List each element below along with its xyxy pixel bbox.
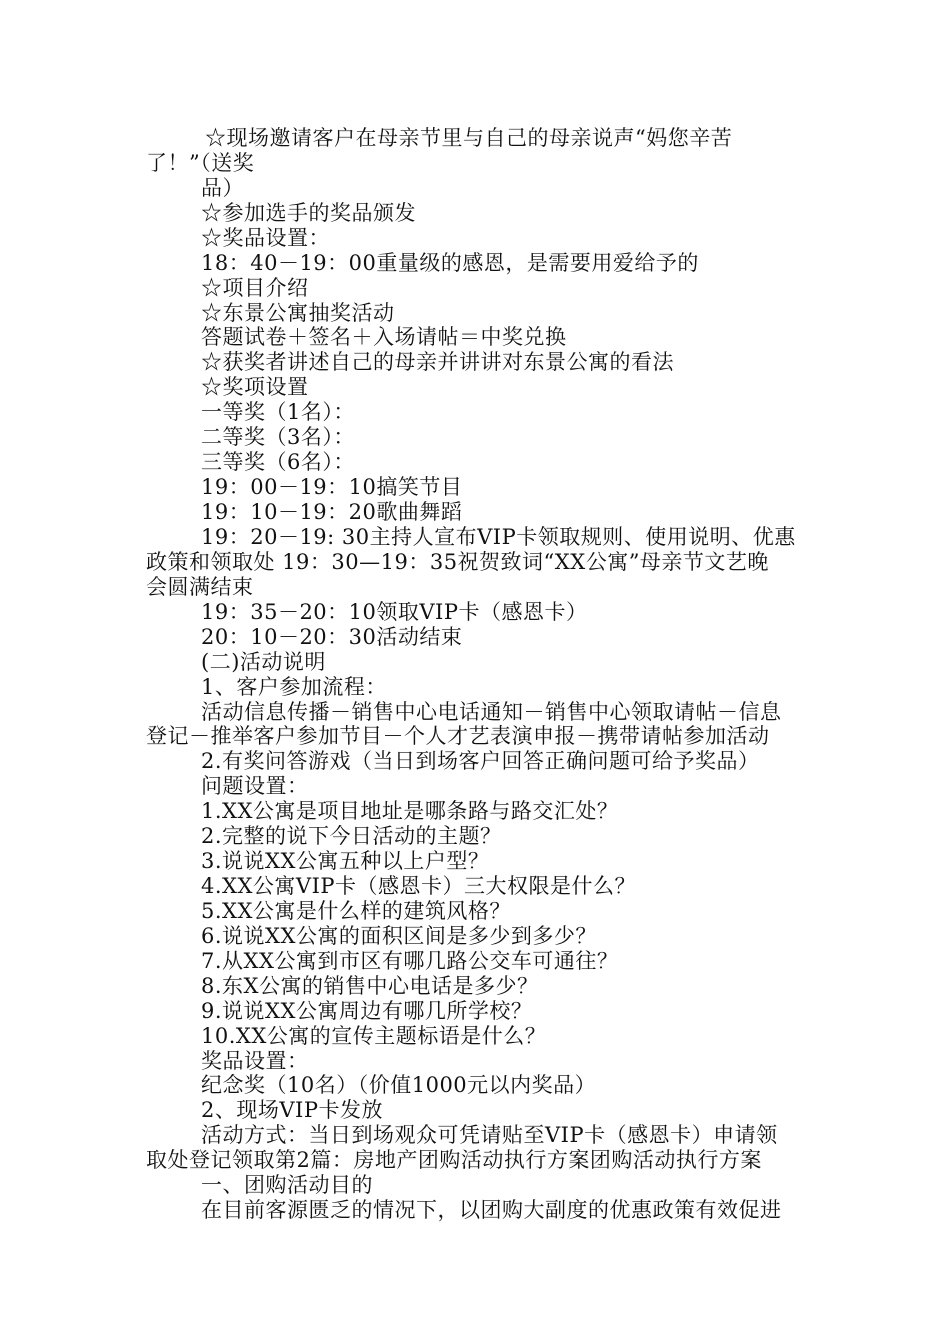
text-line: 二等奖（3名）： [201, 425, 355, 449]
text-line: 在目前客源匮乏的情况下，以团购大副度的优惠政策有效促进 [201, 1198, 782, 1222]
text-line: ☆奖项设置 [201, 375, 309, 399]
text-line: 奖品设置： [201, 1049, 309, 1073]
text-line: 4.XX公寓VIP卡（感恩卡）三大权限是什么？ [201, 874, 637, 898]
text-line: 纪念奖（10名）（价值1000元以内奖品） [201, 1073, 597, 1097]
text-line: 3.说说XX公寓五种以上户型？ [201, 849, 490, 873]
text-line: ☆获奖者讲述自己的母亲并讲讲对东景公寓的看法 [201, 350, 674, 374]
text-line: 7.从XX公寓到市区有哪几路公交车可通往？ [201, 949, 619, 973]
text-line: 了！”（送奖 [146, 151, 255, 175]
text-line: 登记－推举客户参加节目－个人才艺表演申报－携带请帖参加活动 [146, 724, 770, 748]
text-line: 1.XX公寓是项目地址是哪条路与路交汇处？ [201, 799, 619, 823]
text-line: ☆奖品设置： [201, 226, 330, 250]
text-line: 问题设置： [201, 774, 309, 798]
text-line: 10.XX公寓的宣传主题标语是什么？ [201, 1024, 547, 1048]
text-line: 活动方式：当日到场观众可凭请贴至VIP卡（感恩卡）申请领 [201, 1123, 778, 1147]
text-line: ☆现场邀请客户在母亲节里与自己的母亲说声“妈您辛苦 [205, 126, 733, 150]
text-line: 19：00－19：10搞笑节目 [201, 475, 463, 499]
text-line: 8.东X公寓的销售中心电话是多少？ [201, 974, 539, 998]
text-line: 政策和领取处 19：30—19：35祝贺致词“XX公寓”母亲节文艺晚 [146, 550, 769, 574]
text-line: 20：10－20：30活动结束 [201, 625, 463, 649]
text-line: 品） [201, 176, 244, 200]
text-line: 一等奖（1名）： [201, 400, 355, 424]
text-line: 9.说说XX公寓周边有哪几所学校？ [201, 999, 533, 1023]
text-line: 一、团购活动目的 [201, 1173, 373, 1197]
text-line: 1、客户参加流程： [201, 675, 387, 699]
text-line: 18：40－19：00重量级的感恩，是需要用爱给予的 [201, 251, 699, 275]
text-line: 2.完整的说下今日活动的主题？ [201, 824, 502, 848]
text-line: ☆参加选手的奖品颁发 [201, 201, 416, 225]
text-line: 活动信息传播－销售中心电话通知－销售中心领取请帖－信息 [201, 700, 782, 724]
text-line: 5.XX公寓是什么样的建筑风格？ [201, 899, 511, 923]
text-line: 答题试卷＋签名＋入场请帖＝中奖兑换 [201, 325, 567, 349]
text-line: 2、现场VIP卡发放 [201, 1098, 383, 1122]
text-line: 19：20－19: 30主持人宣布VIP卡领取规则、使用说明、优惠 [201, 525, 796, 549]
text-line: 6.说说XX公寓的面积区间是多少到多少？ [201, 924, 597, 948]
text-line: 三等奖（6名）： [201, 450, 355, 474]
text-line: ☆东景公寓抽奖活动 [201, 301, 395, 325]
text-line: 取处登记领取第2篇：房地产团购活动执行方案团购活动执行方案 [146, 1148, 762, 1172]
text-line: 19：35－20：10领取VIP卡（感恩卡） [201, 600, 588, 624]
text-line: 会圆满结束 [146, 575, 254, 599]
text-line: ☆项目介绍 [201, 276, 309, 300]
text-line: (二)活动说明 [201, 650, 326, 674]
text-line: 19：10－19：20歌曲舞蹈 [201, 500, 463, 524]
text-line: 2.有奖问答游戏（当日到场客户回答正确问题可给予奖品） [201, 749, 760, 773]
